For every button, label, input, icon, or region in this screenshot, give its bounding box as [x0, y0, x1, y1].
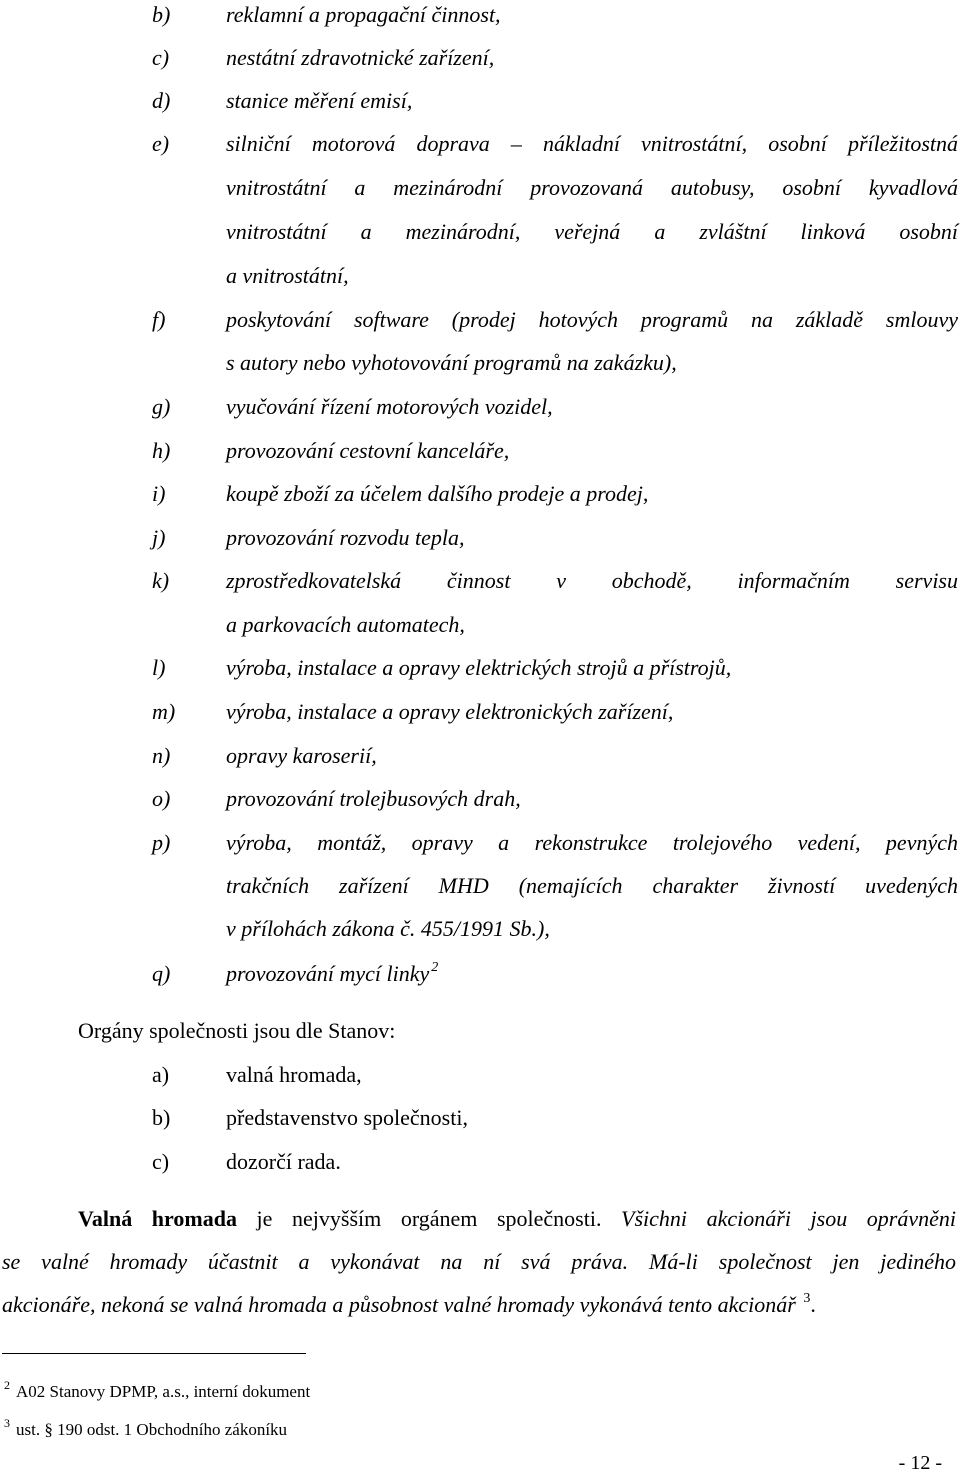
- list-item-text: reklamní a propagační činnost,: [226, 2, 501, 27]
- footnote-text: A02 Stanovy DPMP, a.s., interní dokument: [16, 1382, 311, 1401]
- list-item-text: s autory nebo vyhotovování programů na zakázku),: [226, 350, 677, 375]
- list-item-text: zprostředkovatelská činnost v obchodě, informačním servisu: [226, 568, 958, 593]
- list-item-text-content: provozování mycí linky: [226, 961, 430, 986]
- footnote-ref: 2: [431, 960, 439, 975]
- sentence-part: je nejvyšším orgánem společnosti.: [236, 1206, 622, 1231]
- footnote-number: 3: [4, 1416, 10, 1430]
- list-label: g): [152, 394, 171, 419]
- list-label: q): [152, 961, 171, 986]
- footnote-ref: 3: [803, 1291, 811, 1306]
- list-item-text: provozování cestovní kanceláře,: [226, 438, 510, 463]
- list-item-text: valná hromada,: [226, 1062, 362, 1087]
- list-label: h): [152, 438, 171, 463]
- list-item-text: dozorčí rada.: [226, 1149, 341, 1174]
- list-item-text: vnitrostátní a mezinárodní, veřejná a zvláštní linková osobní: [226, 219, 958, 244]
- list-item-text: stanice měření emisí,: [226, 88, 413, 113]
- list-item-text: provozování trolejbusových drah,: [226, 786, 521, 811]
- list-item-text: koupě zboží za účelem dalšího prodeje a prodej,: [226, 481, 649, 506]
- list-item-text: představenstvo společnosti,: [226, 1105, 468, 1130]
- organs-intro: Orgány společnosti jsou dle Stanov:: [78, 1018, 396, 1043]
- footnote-divider: [2, 1353, 306, 1354]
- list-item-text: a parkovacích automatech,: [226, 612, 465, 637]
- list-label: p): [152, 830, 171, 855]
- bold-term: Valná hromada: [78, 1206, 237, 1231]
- list-item-text: výroba, montáž, opravy a rekonstrukce trolejového vedení, pevných: [226, 830, 958, 855]
- paragraph-line-1: [78, 1206, 956, 1232]
- list-label: c): [152, 1149, 170, 1174]
- list-item-text: silniční motorová doprava – nákladní vnitrostátní, osobní příležitostná: [226, 131, 958, 156]
- list-label: f): [152, 307, 166, 332]
- trailing-period: .: [810, 1292, 816, 1317]
- list-label: o): [152, 786, 171, 811]
- italic-part: Všichni akcionáři jsou oprávněni: [621, 1206, 956, 1231]
- list-label: d): [152, 88, 171, 113]
- list-item-text: vnitrostátní a mezinárodní provozovaná autobusy, osobní kyvadlová: [226, 175, 958, 200]
- list-item-text: výroba, instalace a opravy elektronických zařízení,: [226, 699, 674, 724]
- list-item-text: trakčních zařízení MHD (nemajících charakter živností uvedených: [226, 873, 958, 898]
- paragraph-line-2: se valné hromady účastnit a vykonávat na ní svá práva. Má-li společnost jen jediného: [2, 1249, 956, 1274]
- list-label: j): [152, 525, 166, 550]
- list-label: b): [152, 1105, 171, 1130]
- list-item-text: opravy karoserií,: [226, 743, 377, 768]
- list-label: c): [152, 45, 170, 70]
- footnote: [4, 1378, 311, 1403]
- list-item-text: výroba, instalace a opravy elektrických strojů a přístrojů,: [226, 655, 732, 680]
- list-label: l): [152, 655, 166, 680]
- list-label: i): [152, 481, 166, 506]
- list-label: n): [152, 743, 171, 768]
- paragraph-line-3: [2, 1292, 816, 1322]
- list-label: k): [152, 568, 170, 593]
- list-item-text: v přílohách zákona č. 455/1991 Sb.),: [226, 916, 550, 941]
- list-item-text: [226, 961, 438, 991]
- footnote-number: 2: [4, 1378, 10, 1392]
- list-item-text: vyučování řízení motorových vozidel,: [226, 394, 553, 419]
- page-number: - 12 -: [898, 1452, 942, 1474]
- paragraph-line-3-text: akcionáře, nekoná se valná hromada a působnost valné hromady vykonává tento akcionář: [2, 1292, 796, 1317]
- footnote-text: ust. § 190 odst. 1 Obchodního zákoníku: [16, 1420, 288, 1439]
- list-label: m): [152, 699, 176, 724]
- list-label: b): [152, 2, 171, 27]
- list-label: e): [152, 131, 170, 156]
- list-item-text: a vnitrostátní,: [226, 263, 349, 288]
- list-item-text: nestátní zdravotnické zařízení,: [226, 45, 495, 70]
- list-item-text: provozování rozvodu tepla,: [226, 525, 465, 550]
- list-label: a): [152, 1062, 170, 1087]
- footnote: [4, 1416, 288, 1441]
- list-item-text: poskytování software (prodej hotových programů na základě smlouvy: [226, 307, 958, 332]
